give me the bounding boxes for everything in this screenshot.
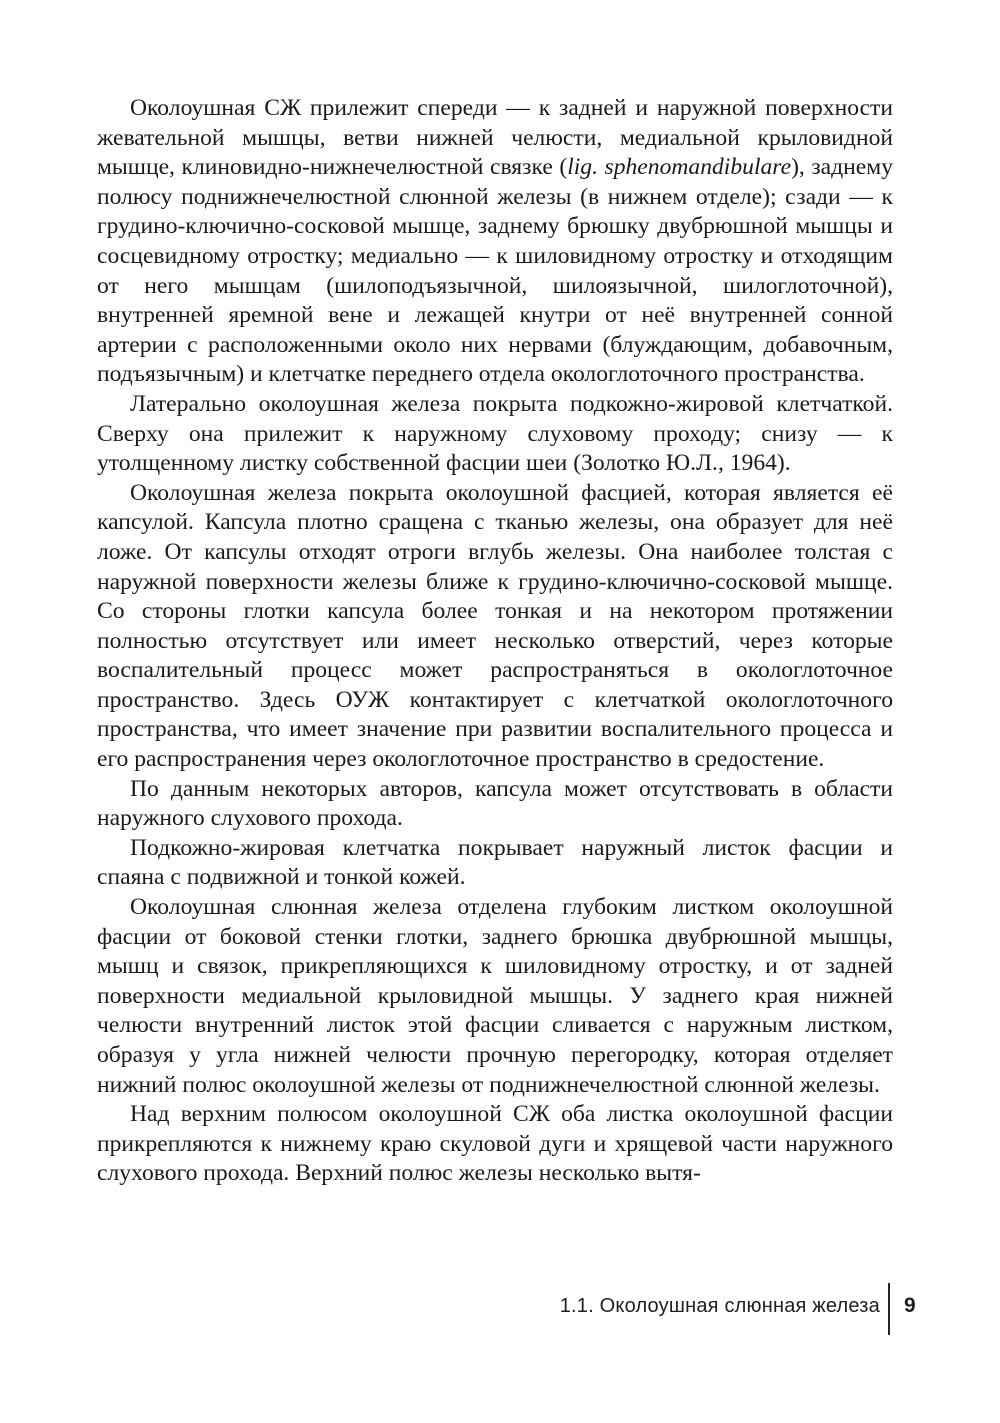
page-footer <box>0 1283 1000 1339</box>
paragraph-7: Над верхним полюсом околоушной СЖ оба листка околоушной фасции прикрепляются к нижнему краю скуловой дуги и хрящевой части наружного слухового прохода. Верхний полюс железы несколько вытя- <box>97 1101 893 1187</box>
paragraph-2: Латерально околоушная железа покрыта подкожно-жировой клетчаткой. Сверху она прилежит к наружному слуховому проходу; снизу — к утолщенному листку собственной фасции шеи (Золотко Ю.Л., 1964). <box>97 390 893 477</box>
paragraph-6: Околоушная слюнная железа отделена глубоким листком околоушной фасции от боковой стенки глотки, заднего брюшка двубрюшной мышцы, мышц и связок, прикрепляющихся к шиловидному отростку, и от задней поверхности медиальной крыловидной мышцы. У заднего края нижней челюсти внутренний листок этой фасции сливается с наружным листком, образуя у угла нижней челюсти прочную перегородку, которая отделяет нижний полюс околоушной железы от поднижнечелюстной слюнной железы. <box>97 894 893 1098</box>
footer-divider <box>888 1283 890 1335</box>
running-head: 1.1. Околоушная слюнная железа <box>559 1295 880 1317</box>
paragraph-3: Околоушная железа покрыта околоушной фасцией, которая является её капсулой. Капсула плотно сращена с тканью железы, она образует для неё ложе. От капсулы отходят отроги вглубь железы. Она наиболее толстая с наружной поверхности железы ближе к грудино-ключично-сосковой мышце. Со стороны глотки капсула более тонкая и на некотором протяжении полностью отсутствует или имеет несколько отверстий, через которые воспалительный процесс может распространяться в окологлоточное пространство. Здесь ОУЖ контактирует с клетчаткой окологлоточного пространства, что имеет значение при развитии воспалительного процесса и его распространения через окологлоточное пространство в средостение. <box>97 479 893 773</box>
latin-term: lig. sphenomandibulare <box>567 154 792 181</box>
paragraph-5: Подкожно-жировая клетчатка покрывает наружный листок фасции и спаяна с подвижной и тонкой кожей. <box>97 834 893 891</box>
paragraph-1-text-start: Околоушная СЖ прилежит спереди — к задней и наружной поверхности жевательной мышцы, ветви нижней челюсти, медиальной крыловидной мышце, клиновидно-нижнечелюстной связке ( <box>97 95 893 181</box>
paragraph-4: По данным некоторых авторов, капсула может отсутствовать в области наружного слухового прохода. <box>97 775 893 832</box>
page-number: 9 <box>904 1294 916 1317</box>
body-text <box>97 94 893 1189</box>
paragraph-1-text-end: ), заднему полюсу поднижнечелюстной слюнной железы (в нижнем отделе); сзади — к грудино-ключично-сосковой мышце, заднему брюшку двубрюшной мышцы и сосцевидному отростку; медиально — к шиловидному отростку и отходящим от него мышцам (шилоподъязычной, шилоязычной, шилоглоточной), внутренней яремной вене и лежащей кнутри от неё внутренней сонной артерии с расположенными около них нервами (блуждающим, добавочным, подъязычным) и клетчатке переднего отдела окологлоточного пространства. <box>97 154 893 388</box>
paragraph-1 <box>97 94 893 390</box>
